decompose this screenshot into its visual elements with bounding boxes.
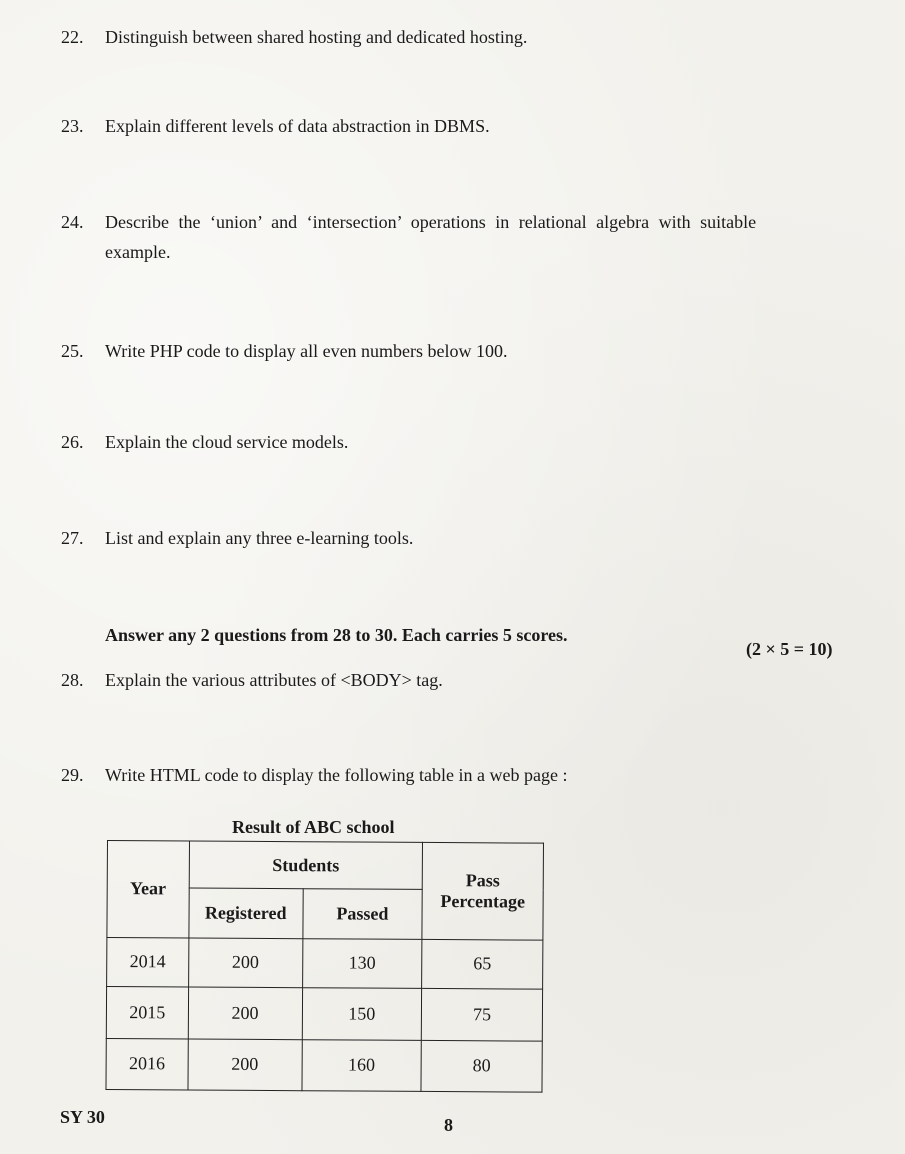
cell-passed: 160: [302, 1039, 422, 1091]
question-text: Explain different levels of data abstraction in DBMS.: [105, 116, 490, 136]
table-row: [106, 987, 542, 1041]
header-year: Year: [107, 841, 189, 938]
cell-registered: 200: [188, 1039, 302, 1091]
cell-year: 2016: [106, 1038, 188, 1090]
header-pass-percentage: [422, 842, 543, 939]
cell-passed: 150: [302, 988, 422, 1040]
table-header-row: [107, 841, 543, 891]
question-text: Write PHP code to display all even numbers below 100.: [105, 341, 508, 361]
header-passed: Passed: [302, 889, 422, 939]
cell-registered: 200: [188, 938, 302, 988]
section-instruction: Answer any 2 questions from 28 to 30. Each carries 5 scores.: [105, 625, 568, 645]
question-number: 28.: [61, 670, 84, 690]
table-row: [107, 937, 543, 989]
header-pass-line2: Percentage: [440, 890, 526, 912]
cell-percentage: 75: [421, 989, 542, 1041]
header-registered: Registered: [189, 888, 303, 938]
question-text: Explain the cloud service models.: [105, 432, 349, 452]
table-row: [106, 1038, 542, 1092]
cell-percentage: 65: [422, 939, 543, 989]
cell-passed: 130: [302, 938, 422, 988]
question-number: 22.: [61, 27, 84, 47]
question-text: Describe the ‘union’ and ‘intersection’ operations in relational algebra with suitable: [105, 212, 757, 232]
question-number: 26.: [61, 432, 84, 452]
section-score: (2 × 5 = 10): [746, 639, 833, 659]
table-caption: Result of ABC school: [232, 817, 395, 837]
question-text: List and explain any three e-learning tools.: [105, 528, 414, 548]
header-pass-line1: Pass: [465, 870, 500, 891]
cell-year: 2015: [106, 987, 188, 1039]
question-text: Explain the various attributes of <BODY> tag.: [105, 670, 443, 690]
question-number: 25.: [61, 341, 84, 361]
result-table: [105, 840, 544, 1093]
question-number: 27.: [61, 528, 84, 548]
page-number: 8: [444, 1115, 453, 1135]
question-text: Write HTML code to display the following table in a web page :: [105, 765, 568, 785]
question-text: Distinguish between shared hosting and dedicated hosting.: [105, 27, 528, 47]
question-text-continued: example.: [105, 242, 171, 262]
header-students: Students: [189, 841, 423, 890]
cell-year: 2014: [107, 937, 189, 987]
cell-registered: 200: [188, 987, 302, 1039]
question-number: 24.: [61, 212, 84, 232]
footer-code: SY 30: [60, 1107, 105, 1127]
question-number: 23.: [61, 116, 84, 136]
cell-percentage: 80: [421, 1040, 542, 1092]
question-24: [61, 207, 861, 267]
question-number: 29.: [61, 765, 84, 785]
